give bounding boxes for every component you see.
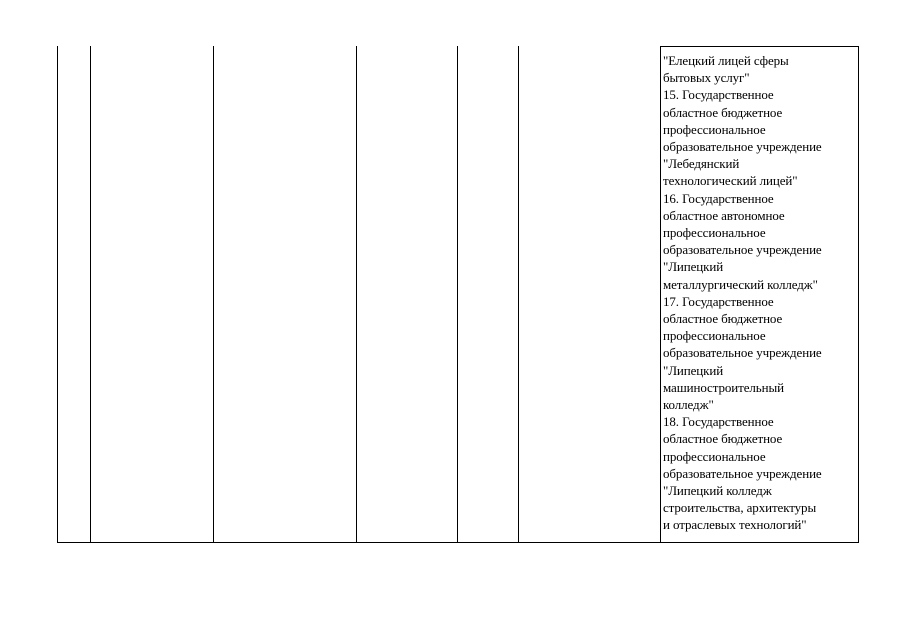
cell-text-line: "Елецкий лицей сферы [663,53,789,68]
cell-text-line: "Лебедянский [663,156,740,172]
cell-text-line: машиностроительный [663,379,784,395]
table-fragment [57,46,859,543]
cell-text-line: бытовых услуг" [663,70,750,86]
cell-text-line: образовательное учреждение [663,242,822,258]
column-border-6 [518,46,519,542]
cell-text-line: "Липецкий колледж [663,483,772,499]
cell-text-line: областное автономное [663,207,785,223]
cell-text-line: областное бюджетное [663,104,783,120]
cell-text-line: профессиональное [663,225,766,241]
column-border-2 [90,46,91,542]
cell-text-line: 17. Государственное [663,293,774,309]
cell-text-line: образовательное учреждение [663,345,822,361]
cell-text-line: 15. Государственное [663,87,774,103]
cell-text-line: профессиональное [663,121,766,137]
column-border-5 [457,46,458,542]
cell-text-line: областное бюджетное [663,431,783,447]
cell-text-line: профессиональное [663,448,766,464]
institution-list-cell [660,46,859,542]
cell-text-line: металлургический колледж" [663,276,818,292]
cell-text-line: образовательное учреждение [663,139,822,155]
cell-text-line: колледж" [663,397,714,413]
cell-text-line: и отраслевых технологий" [663,517,807,533]
cell-text-line: строительства, архитектуры [663,500,817,516]
cell-text-line: 18. Государственное [663,414,774,430]
cell-text-line: образовательное учреждение [663,465,822,481]
cell-text-line: областное бюджетное [663,311,783,327]
cell-text-line: "Липецкий [663,362,724,378]
column-border-3 [213,46,214,542]
cell-text-line: "Липецкий [663,259,724,275]
column-border-1 [57,46,58,542]
cell-text-line: технологический лицей" [663,173,798,189]
column-border-4 [356,46,357,542]
cell-text-line: профессиональное [663,328,766,344]
cell-text-line: 16. Государственное [663,190,774,206]
